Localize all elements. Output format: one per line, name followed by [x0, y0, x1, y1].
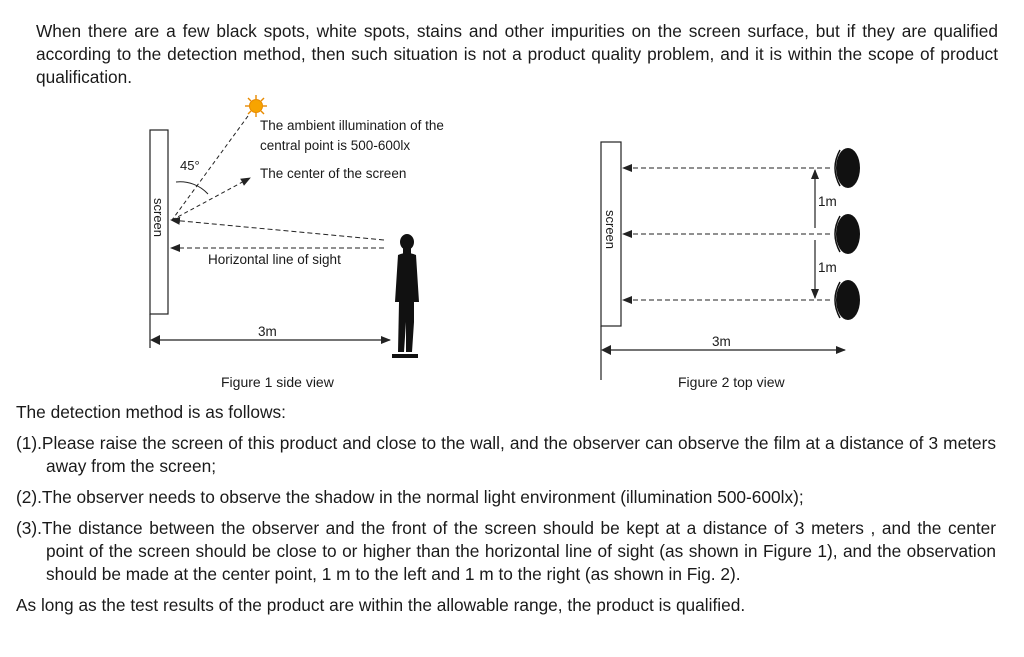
screen-label: screen [603, 210, 618, 250]
eye-to-center-line [171, 220, 384, 240]
intro-paragraph: When there are a few black spots, white spots, stains and other impurities on the screen surface, but if they are qualified according to the detection method, then such situation is not a product quality problem, and it is within the scope of product qualification. [36, 21, 998, 87]
method-step-3: (3).The distance between the observer and the front of the screen should be kept at a distance of 3 meters , and the center point of the screen should be close to or higher than the horizontal line of sight (as shown in Figure 1), and the observation should be made at the center point, 1 m to the left and 1 m to the right (as shown in Fig. 2). [16, 518, 996, 584]
offset-label-top: 1m [818, 194, 837, 209]
observer-head-icon [835, 148, 860, 188]
center-label: The center of the screen [260, 166, 407, 181]
distance-arrow-start [150, 335, 160, 345]
method-step-1: (1).Please raise the screen of this product and close to the wall, and the observer can observe the film at a distance of 3 meters away from the screen; [16, 433, 996, 476]
detection-method [16, 401, 996, 617]
figure-2-caption: Figure 2 top view [678, 374, 785, 390]
observer-silhouette-icon [392, 234, 419, 358]
screen-label: screen [151, 198, 166, 238]
sun-icon [245, 95, 267, 117]
method-conclusion: As long as the test results of the product are within the allowable range, the product is qualified. [16, 595, 746, 615]
figure-2-top-view [590, 130, 870, 380]
offset-label-bottom: 1m [818, 260, 837, 275]
figure-1-caption: Figure 1 side view [221, 374, 334, 390]
figure-1-side-view [140, 90, 500, 380]
distance-label: 3m [712, 334, 731, 349]
center-arrow [172, 178, 250, 220]
sight-label: Horizontal line of sight [208, 252, 341, 267]
observer-head-icon [835, 280, 860, 320]
illumination-label-2: central point is 500-600lx [260, 138, 411, 153]
distance-arrow-start [601, 345, 611, 355]
method-step-2: (2).The observer needs to observe the shadow in the normal light environment (illumination 500-600lx); [16, 487, 804, 507]
observer-head-icon [835, 214, 860, 254]
method-heading: The detection method is as follows: [16, 402, 286, 422]
angle-label: 45° [180, 158, 200, 173]
illumination-label-1: The ambient illumination of the [260, 118, 444, 133]
distance-label: 3m [258, 324, 277, 339]
